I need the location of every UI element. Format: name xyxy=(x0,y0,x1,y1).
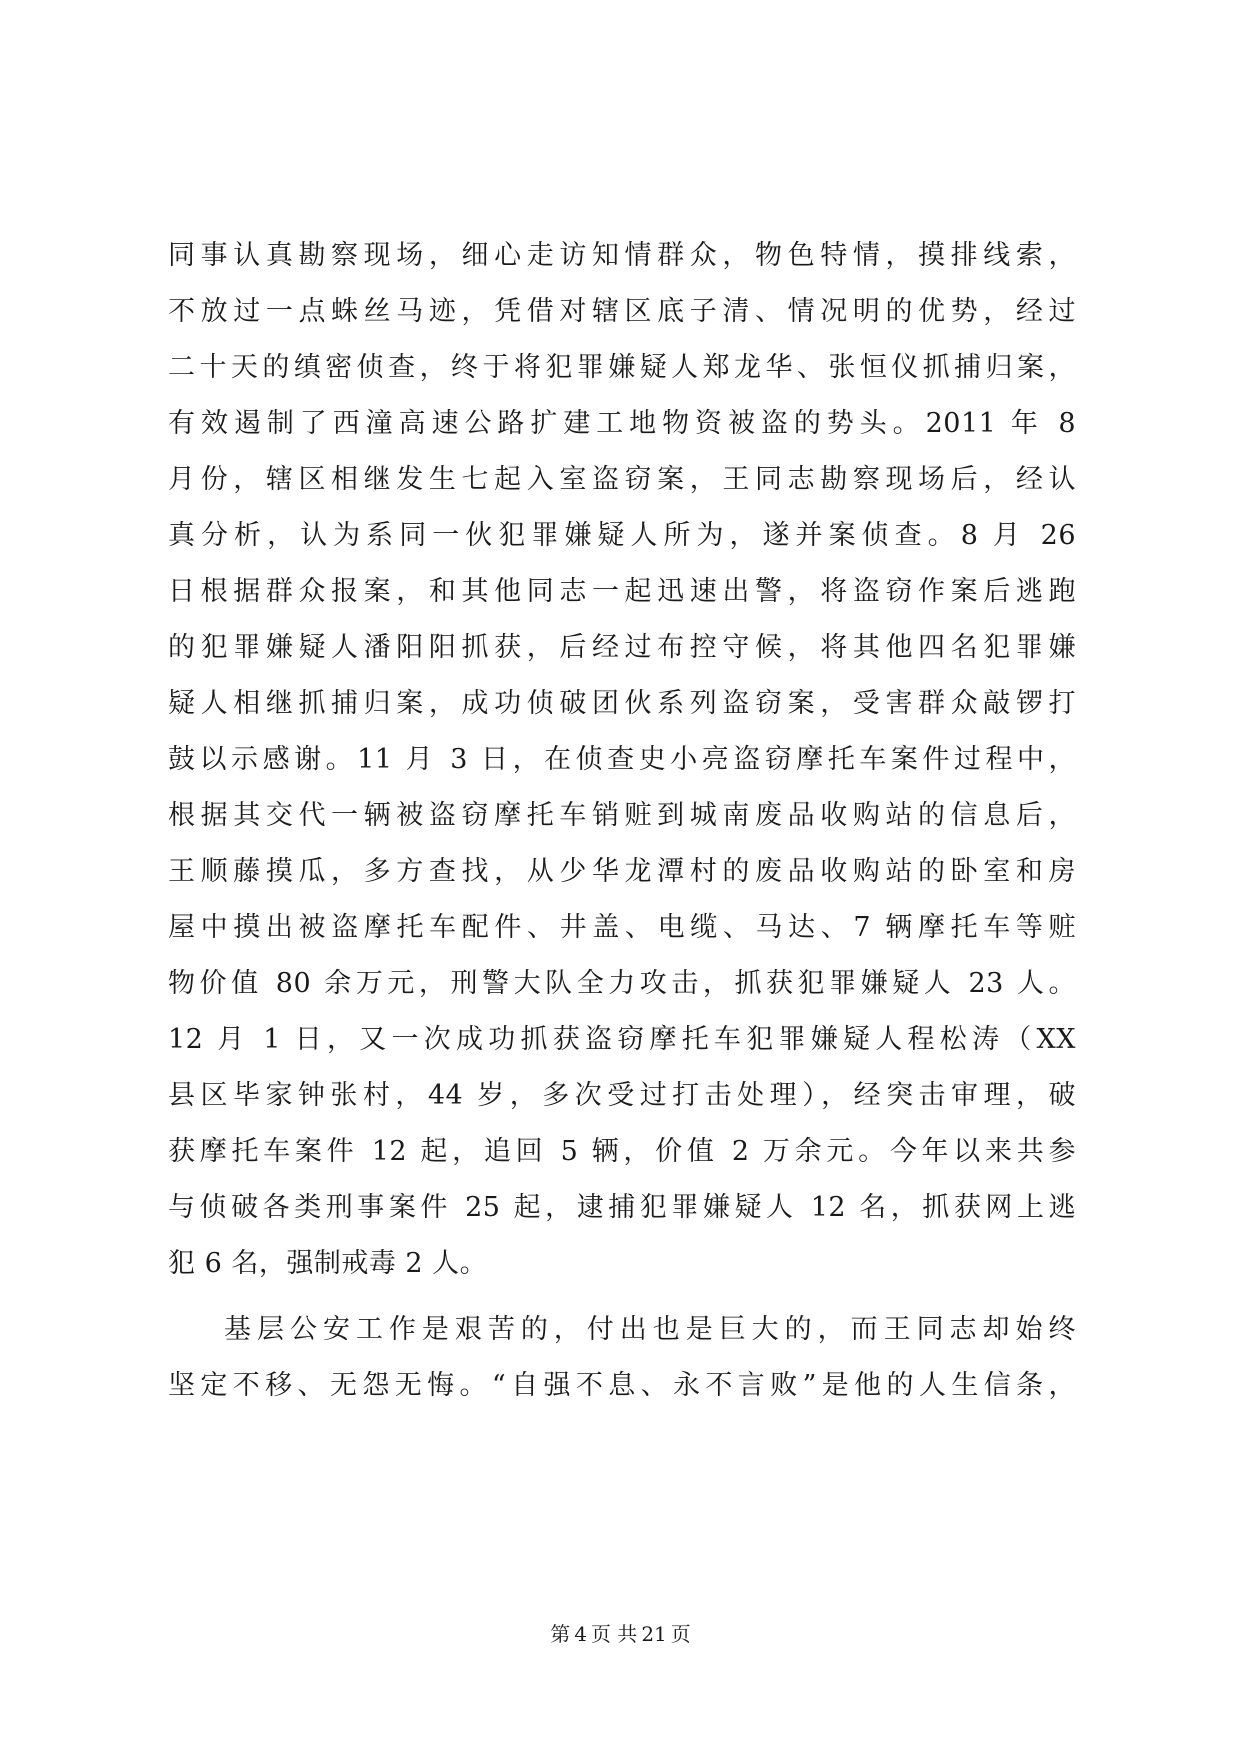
page-label-middle: 页 共 xyxy=(590,1622,638,1646)
text-line: 根据其交代一辆被盗窃摩托车销赃到城南废品收购站的信息后， xyxy=(168,800,1076,831)
text-line: 获摩托车案件 12 起，追回 5 辆，价值 2 万余元。今年以来共参 xyxy=(168,1136,1076,1167)
page-label-suffix: 页 xyxy=(670,1622,691,1646)
text-line: 坚定不移、无怨无悔。“自强不息、永不言败”是他的人生信条， xyxy=(168,1370,1076,1401)
page-footer xyxy=(0,1618,1241,1647)
text-line: 12 月 1 日，又一次成功抓获盗窃摩托车犯罪嫌疑人程松涛（XX xyxy=(168,1024,1076,1055)
text-line: 王顺藤摸瓜，多方查找，从少华龙潭村的废品收购站的卧室和房 xyxy=(168,856,1076,887)
paragraph-1 xyxy=(168,228,1076,1292)
text-line: 不放过一点蛛丝马迹，凭借对辖区底子清、情况明的优势，经过 xyxy=(168,296,1076,327)
text-line: 县区毕家钟张村，44 岁，多次受过打击处理），经突击审理，破 xyxy=(168,1080,1076,1111)
text-line: 月份，辖区相继发生七起入室盗窃案，王同志勘察现场后，经认 xyxy=(168,464,1076,495)
text-line: 鼓以示感谢。11 月 3 日，在侦查史小亮盗窃摩托车案件过程中， xyxy=(168,744,1076,775)
text-line: 屋中摸出被盗摩托车配件、井盖、电缆、马达、7 辆摩托车等赃 xyxy=(168,912,1076,943)
text-line: 同事认真勘察现场，细心走访知情群众，物色特情，摸排线索， xyxy=(168,240,1076,271)
page-label-prefix: 第 xyxy=(550,1622,571,1646)
current-page-number: 4 xyxy=(574,1622,587,1646)
paragraph-2 xyxy=(168,1302,1076,1414)
text-line: 真分析，认为系同一伙犯罪嫌疑人所为，遂并案侦查。8 月 26 xyxy=(168,520,1076,551)
text-line: 二十天的缜密侦查，终于将犯罪嫌疑人郑龙华、张恒仪抓捕归案， xyxy=(168,352,1076,383)
document-body xyxy=(168,228,1076,1414)
text-line: 物价值 80 余万元，刑警大队全力攻击，抓获犯罪嫌疑人 23 人。 xyxy=(168,968,1076,999)
text-line: 的犯罪嫌疑人潘阳阳抓获，后经过布控守候，将其他四名犯罪嫌 xyxy=(168,632,1076,663)
text-line: 基层公安工作是艰苦的，付出也是巨大的，而王同志却始终 xyxy=(224,1314,1076,1345)
text-line: 与侦破各类刑事案件 25 起，逮捕犯罪嫌疑人 12 名，抓获网上逃 xyxy=(168,1192,1076,1223)
text-line: 犯 6 名，强制戒毒 2 人。 xyxy=(168,1248,488,1279)
paragraph-spacer xyxy=(168,1292,1076,1302)
text-line: 疑人相继抓捕归案，成功侦破团伙系列盗窃案，受害群众敲锣打 xyxy=(168,688,1076,719)
total-pages-number: 21 xyxy=(641,1622,667,1646)
text-line: 有效遏制了西潼高速公路扩建工地物资被盗的势头。2011 年 8 xyxy=(168,408,1076,439)
text-line: 日根据群众报案，和其他同志一起迅速出警，将盗窃作案后逃跑 xyxy=(168,576,1076,607)
